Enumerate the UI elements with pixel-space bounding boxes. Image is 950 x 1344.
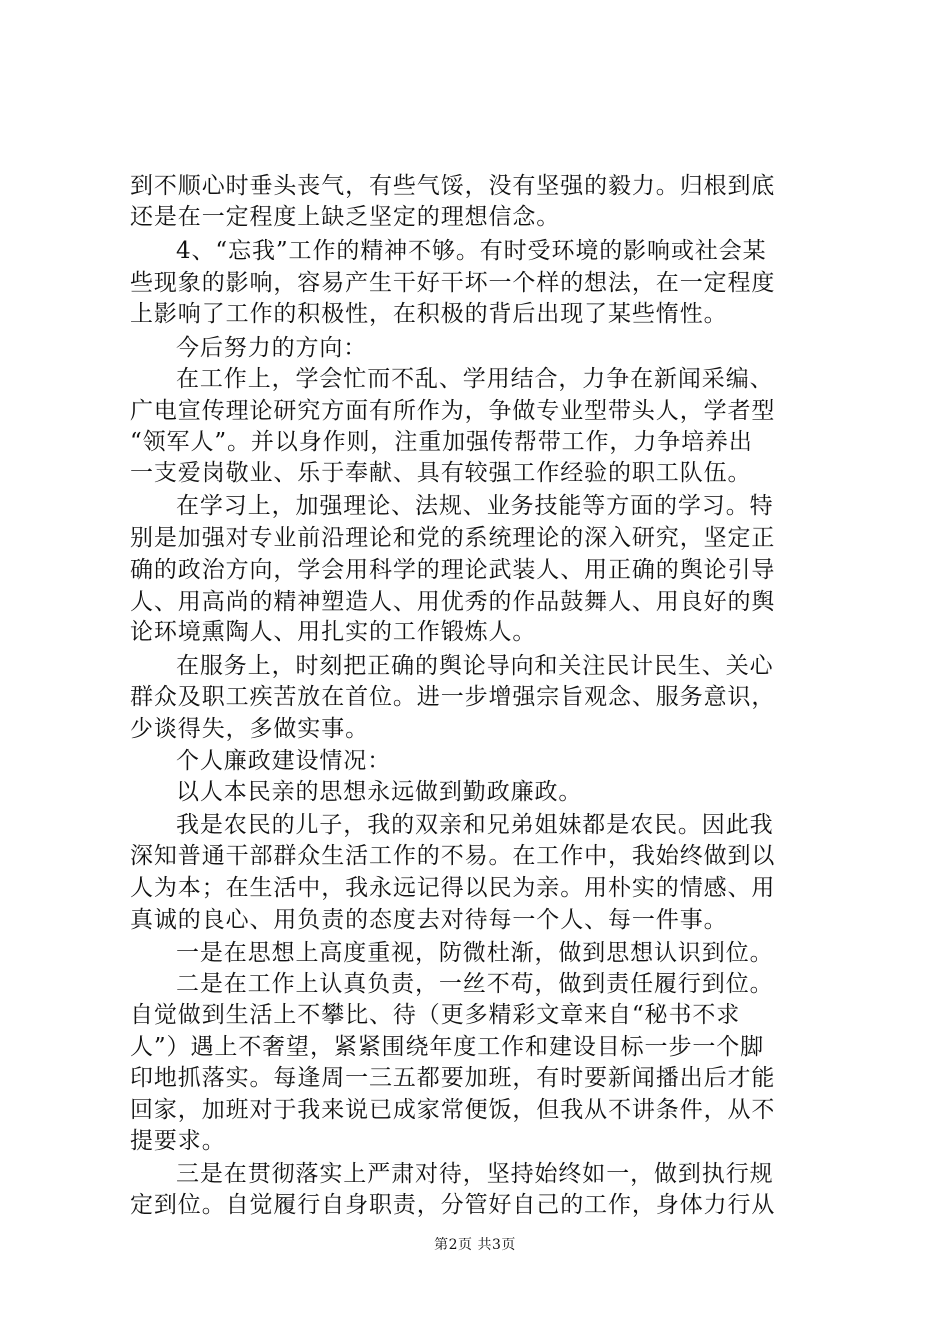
text-line: 广电宣传理论研究方面有所作为，争做专业型带头人，学者型 <box>130 398 776 424</box>
text-line: 以人本民亲的思想永远做到勤政廉政。 <box>176 779 583 805</box>
text-line: 还是在一定程度上缺乏坚定的理想信念。 <box>130 204 561 230</box>
text-line: 些现象的影响，容易产生干好干坏一个样的想法，在一定程度 <box>130 270 776 296</box>
text-line: 回家，加班对于我来说已成家常便饭，但我从不讲条件，从不 <box>130 1097 776 1123</box>
text-line: 一是在思想上高度重视，防微杜渐，做到思想认识到位。 <box>176 940 774 966</box>
text-line: 上影响了工作的积极性，在积极的背后出现了某些惰性。 <box>130 301 728 327</box>
text-line: 真诚的良心、用负责的态度去对待每一个人、每一件事。 <box>130 907 728 933</box>
text-line: 人、用高尚的精神塑造人、用优秀的作品鼓舞人、用良好的舆 <box>130 589 776 615</box>
text-line: 在服务上，时刻把正确的舆论导向和关注民计民生、关心 <box>176 653 774 679</box>
text-line: 二是在工作上认真负责，一丝不苟，做到责任履行到位。 <box>176 971 774 997</box>
text-line: 论环境熏陶人、用扎实的工作锻炼人。 <box>130 619 537 645</box>
text-line: 人”）遇上不奢望，紧紧围绕年度工作和建设目标一步一个脚 <box>130 1034 765 1060</box>
section-heading: 个人廉政建设情况： <box>176 748 392 774</box>
text-line: 4、“忘我”工作的精神不够。有时受环境的影响或社会某 <box>176 238 767 264</box>
text-line: 深知普通干部群众生活工作的不易。在工作中，我始终做到以 <box>130 843 776 869</box>
text-line: 群众及职工疾苦放在首位。进一步增强宗旨观念、服务意识， <box>130 684 776 710</box>
text-line: “领军人”。并以身作则，注重加强传帮带工作，力争培养出 <box>130 429 753 455</box>
page-number-footer: 第2页 共3页 <box>434 1237 516 1253</box>
text-line: 少谈得失，多做实事。 <box>130 716 369 742</box>
text-line: 印地抓落实。每逢周一三五都要加班，有时要新闻播出后才能 <box>130 1065 776 1091</box>
text-line: 我是农民的儿子，我的双亲和兄弟姐妹都是农民。因此我 <box>176 812 774 838</box>
text-line: 定到位。自觉履行自身职责，分管好自己的工作，身体力行从 <box>130 1192 776 1218</box>
text-line: 一支爱岗敬业、乐于奉献、具有较强工作经验的职工队伍。 <box>130 460 752 486</box>
text-line: 在学习上，加强理论、法规、业务技能等方面的学习。特 <box>176 493 774 519</box>
text-line: 别是加强对专业前沿理论和党的系统理论的深入研究，坚定正 <box>130 525 776 551</box>
text-line: 自觉做到生活上不攀比、待（更多精彩文章来自“秘书不求 <box>130 1002 741 1028</box>
text-line: 到不顺心时垂头丧气，有些气馁，没有坚强的毅力。归根到底 <box>130 173 776 199</box>
text-line: 确的政治方向，学会用科学的理论武装人、用正确的舆论引导 <box>130 557 776 583</box>
section-heading: 今后努力的方向： <box>176 335 368 361</box>
text-line: 三是在贯彻落实上严肃对待，坚持始终如一，做到执行规 <box>176 1161 774 1187</box>
text-line: 提要求。 <box>130 1128 226 1154</box>
text-line: 在工作上，学会忙而不乱、学用结合，力争在新闻采编、 <box>176 366 774 392</box>
text-line: 人为本；在生活中，我永远记得以民为亲。用朴实的情感、用 <box>130 875 776 901</box>
